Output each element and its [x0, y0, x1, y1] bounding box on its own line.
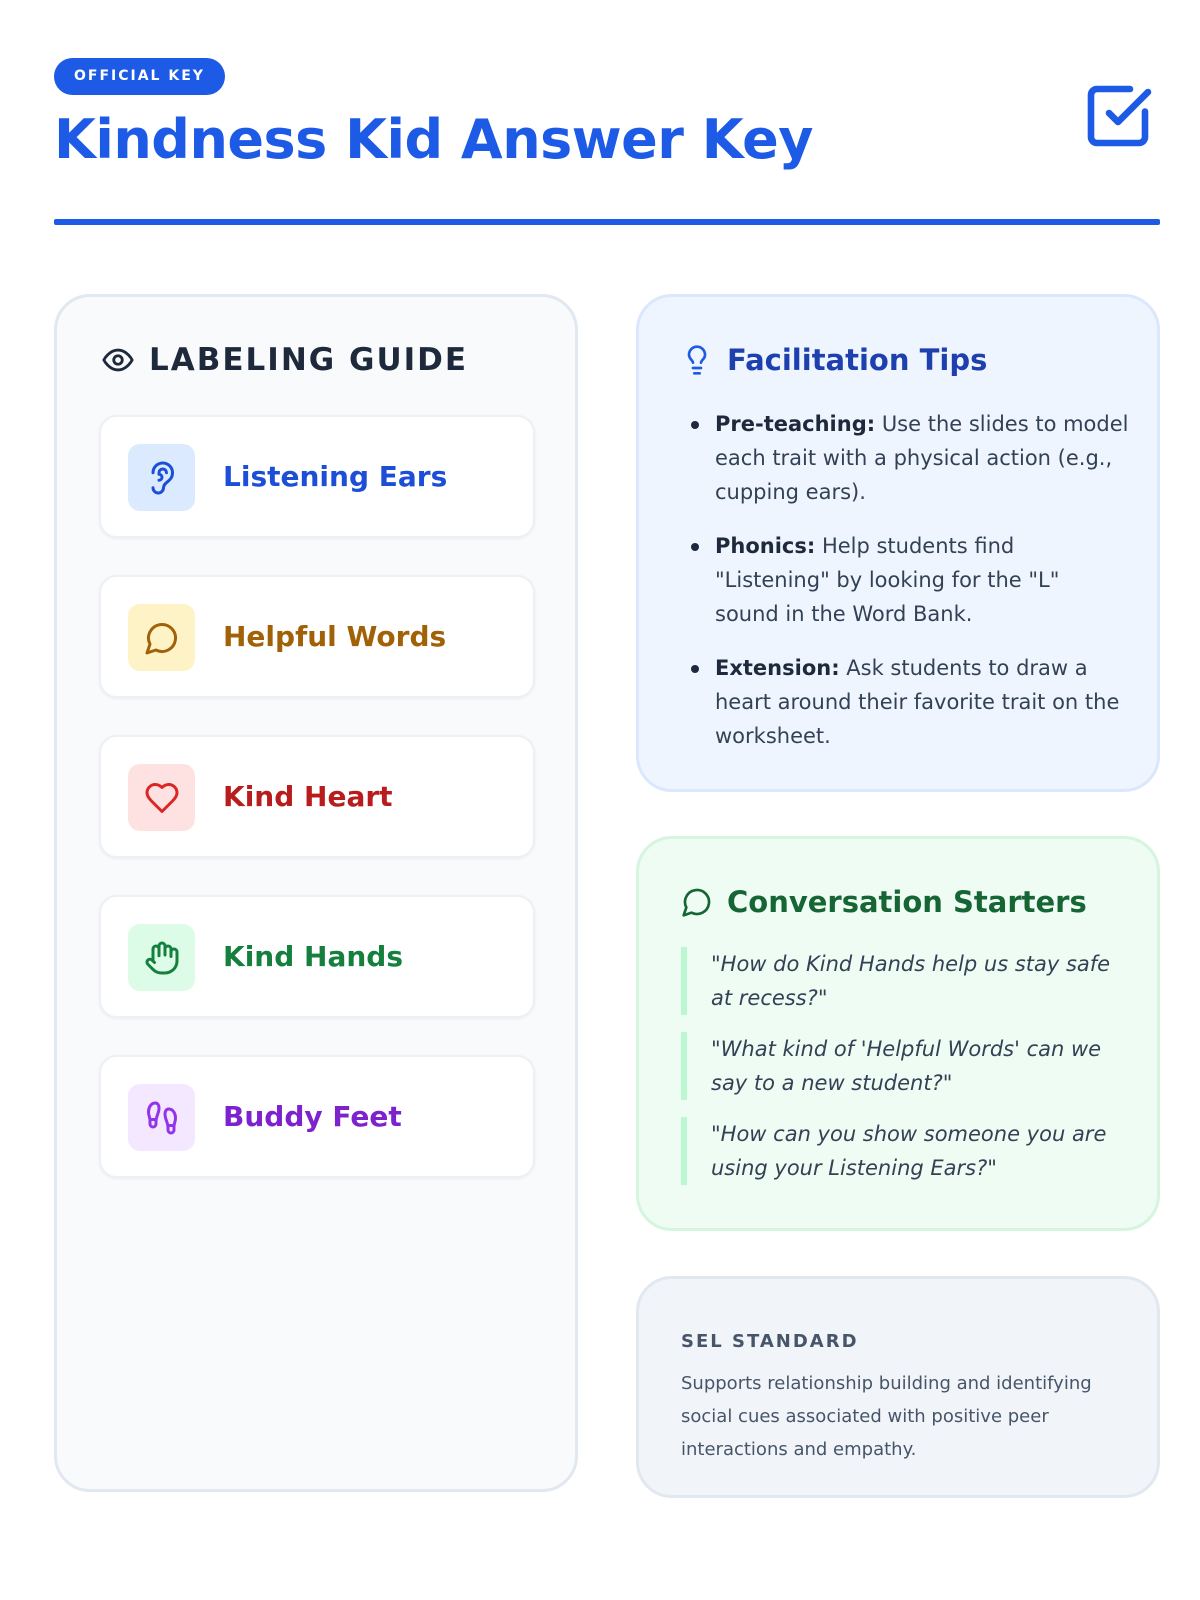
label-card-kind-heart — [99, 735, 535, 858]
label-text: Helpful Words — [223, 620, 447, 653]
labeling-guide-title: LABELING GUIDE — [149, 342, 469, 378]
label-text: Buddy Feet — [223, 1100, 402, 1133]
page-title: Kindness Kid Answer Key — [54, 108, 813, 171]
labeling-guide-panel — [54, 294, 578, 1492]
heart-icon — [144, 780, 180, 816]
label-icon-box — [128, 764, 195, 831]
list-item — [683, 407, 1129, 509]
checkbox-checked-icon — [1082, 80, 1154, 152]
label-card-buddy-feet — [99, 1055, 535, 1178]
tip-term: Pre-teaching: — [715, 412, 876, 436]
footprints-icon — [144, 1100, 180, 1136]
conversation-starters-heading — [681, 885, 1087, 919]
list-item — [683, 529, 1129, 631]
tip-term: Phonics: — [715, 534, 816, 558]
tips-list — [683, 407, 1129, 773]
label-icon-box — [128, 924, 195, 991]
label-card-kind-hands — [99, 895, 535, 1018]
eye-icon — [101, 343, 135, 377]
official-key-badge: OFFICIAL KEY — [54, 58, 225, 95]
list-item — [683, 651, 1129, 753]
tip-term: Extension: — [715, 656, 840, 680]
conversation-quote: "What kind of 'Helpful Words' can we say to a new student?" — [681, 1032, 1129, 1100]
ear-icon — [144, 460, 180, 496]
conversation-quote: "How do Kind Hands help us stay safe at recess?" — [681, 947, 1129, 1015]
label-text: Listening Ears — [223, 460, 448, 493]
conversation-starters-title: Conversation Starters — [727, 885, 1087, 919]
header-divider — [54, 219, 1160, 225]
sel-standard-label: SEL STANDARD — [681, 1331, 859, 1352]
label-icon-box — [128, 1084, 195, 1151]
hand-icon — [144, 940, 180, 976]
facilitation-tips-title: Facilitation Tips — [727, 343, 988, 377]
speech-bubble-icon — [144, 620, 180, 656]
label-icon-box — [128, 444, 195, 511]
label-card-helpful-words — [99, 575, 535, 698]
tip-text: Ask students to draw a heart around their favorite trait on the worksheet. — [715, 656, 1120, 748]
speech-bubble-icon — [681, 886, 713, 918]
header — [54, 58, 1154, 171]
facilitation-tips-heading — [681, 343, 987, 377]
label-card-listening-ears — [99, 415, 535, 538]
sel-standard-text: Supports relationship building and identifying social cues associated with positive peer interactions and empathy. — [681, 1373, 1092, 1460]
labeling-guide-heading — [101, 342, 468, 378]
conversation-starters-panel — [636, 836, 1160, 1231]
label-text: Kind Heart — [223, 780, 393, 813]
facilitation-tips-panel — [636, 294, 1160, 792]
label-text: Kind Hands — [223, 940, 403, 973]
tip-text: Help students find "Listening" by looking for the "L" sound in the Word Bank. — [715, 534, 1060, 626]
tip-text: Use the slides to model each trait with a physical action (e.g., cupping ears). — [715, 412, 1129, 504]
sel-standard-panel — [636, 1276, 1160, 1498]
lightbulb-icon — [681, 344, 713, 376]
conversation-quote: "How can you show someone you are using your Listening Ears?" — [681, 1117, 1129, 1185]
label-icon-box — [128, 604, 195, 671]
